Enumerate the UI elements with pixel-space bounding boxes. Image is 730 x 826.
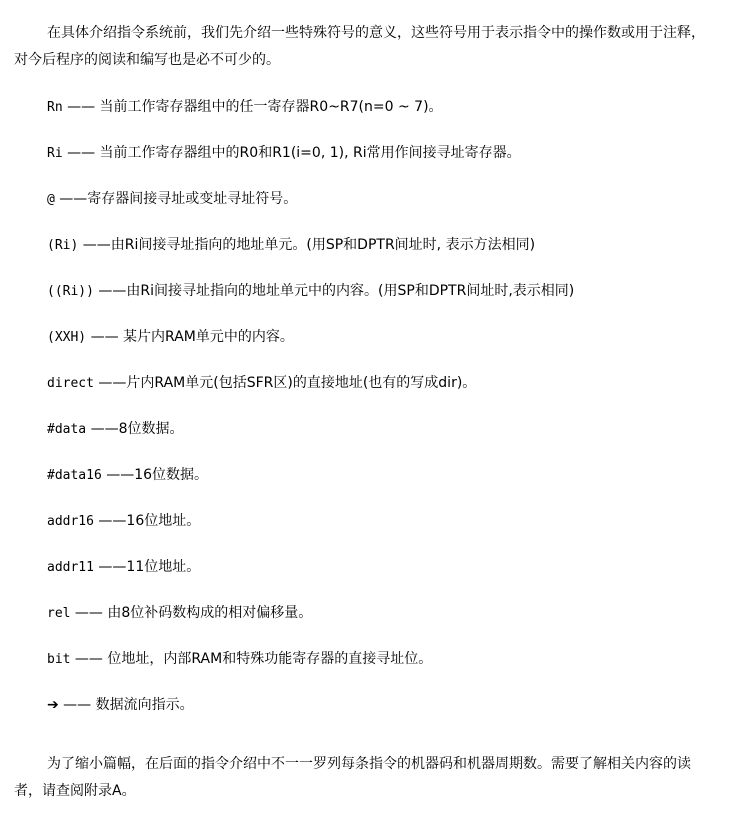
symbol-description: ——由Ri间接寻址指向的地址单元。(用SP和DPTR间址时, 表示方法相同)	[78, 237, 536, 253]
symbol-line-ri	[14, 136, 714, 182]
symbol-line-rel	[14, 596, 714, 642]
symbol-line-arrow	[14, 688, 714, 734]
symbol-line-addr11	[14, 550, 714, 596]
symbol-description: —— 某片内RAM单元中的内容。	[86, 329, 294, 345]
symbol-term: (XXH)	[47, 330, 87, 345]
symbol-term: rel	[47, 606, 71, 621]
symbol-line-rn	[14, 90, 714, 136]
symbol-term: Ri	[47, 146, 63, 161]
symbol-description: —— 当前工作寄存器组中的任一寄存器R0~R7(n=0 ~ 7)。	[62, 99, 443, 115]
symbol-term: bit	[47, 652, 71, 667]
symbol-term: #data	[47, 422, 87, 437]
symbol-description: —— 当前工作寄存器组中的R0和R1(i=0, 1), Ri常用作间接寻址寄存器。	[62, 145, 521, 161]
symbol-description: ——片内RAM单元(包括SFR区)的直接地址(也有的写成dir)。	[93, 375, 477, 391]
symbol-description: ——8位数据。	[86, 421, 184, 437]
symbol-line-xxh	[14, 320, 714, 366]
symbol-line-direct	[14, 366, 714, 412]
symbol-line-indirect-ri	[14, 228, 714, 274]
symbol-term: Rn	[47, 100, 63, 115]
closing-paragraph: 为了缩小篇幅，在后面的指令介绍中不一一罗列每条指令的机器码和机器周期数。需要了解相关内容的读者，请查阅附录A。	[14, 756, 691, 799]
symbol-term: direct	[47, 376, 94, 391]
symbol-term: #data16	[47, 468, 102, 483]
symbol-description: —— 由8位补码数构成的相对偏移量。	[70, 605, 313, 621]
symbol-description: ——由Ri间接寻址指向的地址单元中的内容。(用SP和DPTR间址时,表示相同)	[93, 283, 575, 299]
document-body	[14, 20, 714, 805]
symbol-term: (Ri)	[47, 238, 79, 253]
symbol-line-bit	[14, 642, 714, 688]
symbol-line-double-indirect-ri	[14, 274, 714, 320]
symbol-line-data16	[14, 458, 714, 504]
symbol-line-at	[14, 182, 714, 228]
symbol-list	[14, 90, 714, 734]
symbol-line-data	[14, 412, 714, 458]
symbol-description: ——16位地址。	[93, 513, 201, 529]
symbol-description: ——11位地址。	[93, 559, 201, 575]
symbol-term: @	[47, 192, 55, 207]
intro-paragraph: 在具体介绍指令系统前，我们先介绍一些特殊符号的意义，这些符号用于表示指令中的操作数或用于注释，对今后程序的阅读和编写也是必不可少的。	[14, 25, 705, 68]
symbol-description: ——16位数据。	[101, 467, 209, 483]
symbol-description: —— 位地址，内部RAM和特殊功能寄存器的直接寻址位。	[70, 651, 433, 667]
arrow-right-icon: ➔	[47, 697, 59, 713]
symbol-description: —— 数据流向指示。	[58, 697, 194, 713]
symbol-line-addr16	[14, 504, 714, 550]
symbol-term: addr16	[47, 514, 94, 529]
symbol-term: ((Ri))	[47, 284, 94, 299]
symbol-term: addr11	[47, 560, 94, 575]
symbol-description: ——寄存器间接寻址或变址寻址符号。	[54, 191, 298, 207]
